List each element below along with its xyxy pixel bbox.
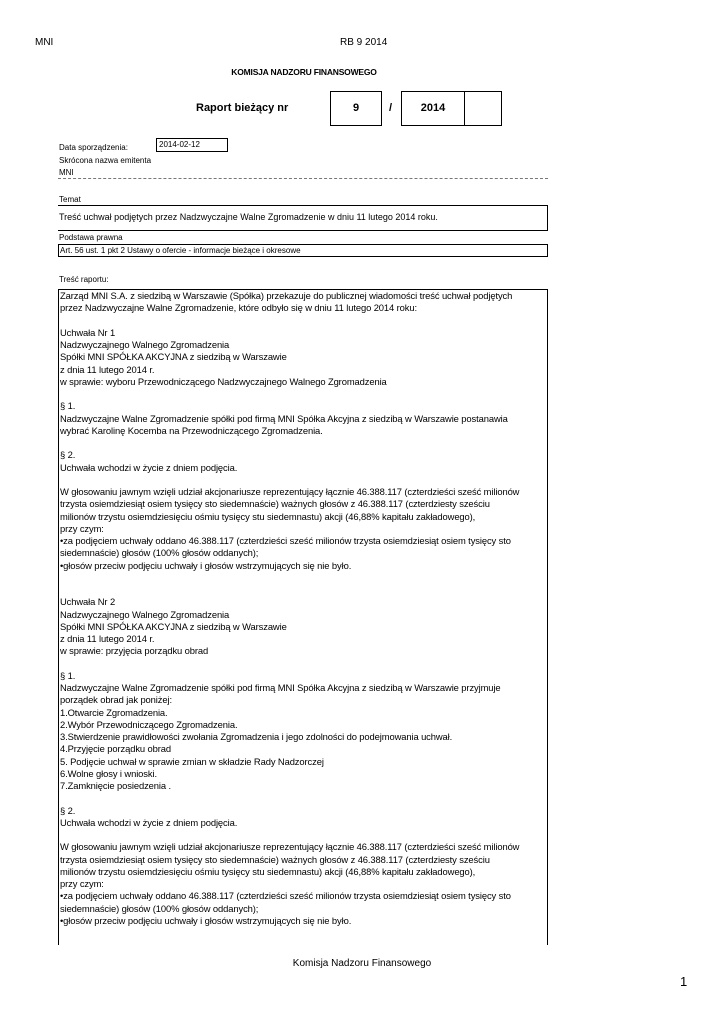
- content-line: W głosowaniu jawnym wzięli udział akcjonariusze reprezentujący łącznie 46.388.117 (czterdzieści sześć milionów: [60, 486, 520, 497]
- content-line: § 1.: [60, 400, 76, 412]
- content-line: § 2.: [60, 804, 76, 816]
- content-line: Spółki MNI SPÓŁKA AKCYJNA z siedzibą w Warszawie: [60, 351, 287, 363]
- content-line: trzysta osiemdziesiąt osiem tysięcy sto siedemnaście) ważnych głosów z 46.388.117 (czterdziesty sześciu: [60, 853, 490, 865]
- report-content: [58, 289, 548, 945]
- report-year: 2014: [420, 102, 446, 114]
- content-line: z dnia 11 lutego 2014 r.: [60, 633, 155, 644]
- content-line: wybrać Karolinę Kocemba na Przewodniczącego Zgromadzenia.: [60, 424, 323, 436]
- header-center: RB 9 2014: [340, 37, 388, 48]
- subject-label: Temat: [59, 195, 81, 204]
- content-line: trzysta osiemdziesiąt osiem tysięcy sto siedemnaście) ważnych głosów z 46.388.117 (czterdziesty sześciu: [60, 498, 490, 510]
- content-line: Nadzwyczajnego Walnego Zgromadzenia: [60, 608, 230, 620]
- date-box: [156, 138, 228, 152]
- commission-title: KOMISJA NADZORU FINANSOWEGO: [231, 67, 377, 77]
- content-line: w sprawie: wyboru Przewodniczącego Nadzwyczajnego Walnego Zgromadzenia: [60, 375, 387, 387]
- issuer-value: MNI: [59, 168, 74, 177]
- content-line: [60, 388, 547, 400]
- content-line: z dnia 11 lutego 2014 r.: [60, 363, 155, 375]
- content-line: Nadzwyczajne Walne Zgromadzenie spółki pod firmą MNI Spółka Akcyjna z siedzibą w Warszawie postanawia: [60, 412, 508, 424]
- report-extra-box: [464, 91, 502, 126]
- content-line: Uchwała Nr 1: [60, 326, 116, 338]
- content-line: [60, 829, 547, 841]
- report-label: Raport bieżący nr: [196, 102, 289, 114]
- report-year-box: [401, 91, 465, 126]
- issuer-divider: [58, 178, 548, 179]
- report-number: 9: [352, 102, 360, 114]
- content-line: Uchwała wchodzi w życie z dniem podjęcia.: [60, 461, 238, 473]
- page-number: 1: [680, 974, 688, 989]
- legal-value: Art. 56 ust. 1 pkt 2 Ustawy o ofercie - informacje bieżące i okresowe: [60, 246, 301, 255]
- issuer-label: Skrócona nazwa emitenta: [59, 156, 152, 165]
- content-line: •za podjęciem uchwały oddano 46.388.117 (czterdzieści sześć milionów trzysta osiemdziesiąt osiem tysięcy sto: [60, 535, 511, 546]
- content-line: milionów trzystu osiemdziesięciu ośmiu tysięcy stu siedemnastu) akcji (46,88% kapitału zakładowego),: [60, 510, 476, 522]
- content-line: [60, 584, 547, 596]
- content-line: przy czym:: [60, 522, 104, 534]
- content-line: siedemnaście) głosów (100% głosów oddanych);: [60, 902, 259, 914]
- content-line: [60, 474, 547, 486]
- content-line: 1.Otwarcie Zgromadzenia.: [60, 706, 168, 718]
- content-line: Zarząd MNI S.A. z siedzibą w Warszawie (Spółka) przekazuje do publicznej wiadomości treść uchwał podjętych: [60, 290, 513, 301]
- content-line: W głosowaniu jawnym wzięli udział akcjonariusze reprezentujący łącznie 46.388.117 (czterdzieści sześć milionów: [60, 841, 520, 853]
- content-line: [60, 658, 547, 670]
- content-line: w sprawie: przyjęcia porządku obrad: [60, 645, 209, 657]
- content-line: Uchwała wchodzi w życie z dniem podjęcia.: [60, 816, 238, 828]
- content-line: przy czym:: [60, 878, 104, 889]
- content-line: przez Nadzwyczajne Walne Zgromadzenie, które odbyło się w dniu 11 lutego 2014 roku:: [60, 302, 417, 314]
- legal-label: Podstawa prawna: [59, 233, 123, 242]
- content-line: [60, 437, 547, 449]
- content-line: porządek obrad jak poniżej:: [60, 694, 172, 706]
- date-label: Data sporządzenia:: [59, 143, 128, 152]
- content-line: Nadzwyczajnego Walnego Zgromadzenia: [60, 339, 230, 350]
- header-left: MNI: [35, 37, 54, 48]
- content-line: Nadzwyczajne Walne Zgromadzenie spółki pod firmą MNI Spółka Akcyjna z siedzibą w Warszawie przyjmuje: [60, 682, 501, 693]
- report-number-box: [330, 91, 382, 126]
- content-line: § 1.: [60, 669, 76, 681]
- content-line: § 2.: [60, 449, 76, 461]
- legal-box: [58, 244, 548, 257]
- content-line: 3.Stwierdzenie prawidłowości zwołania Zgromadzenia i jego zdolności do podejmowania uchwał.: [60, 731, 453, 742]
- date-value: 2014-02-12: [159, 140, 200, 149]
- content-line: Uchwała Nr 2: [60, 596, 116, 608]
- subject-value: Treść uchwał podjętych przez Nadzwyczajne Walne Zgromadzenie w dniu 11 lutego 2014 roku.: [59, 212, 438, 222]
- content-line: Spółki MNI SPÓŁKA AKCYJNA z siedzibą w Warszawie: [60, 620, 287, 632]
- content-line: 6.Wolne głosy i wnioski.: [60, 767, 157, 779]
- content-line: [60, 315, 547, 327]
- footer: Komisja Nadzoru Finansowego: [292, 958, 432, 969]
- content-line: [60, 572, 547, 584]
- content-line: 2.Wybór Przewodniczącego Zgromadzenia.: [60, 718, 238, 730]
- content-label: Treść raportu:: [59, 275, 109, 284]
- content-line: 7.Zamknięcie posiedzenia .: [60, 780, 172, 791]
- content-line: •głosów przeciw podjęciu uchwały i głosów wstrzymujących się nie było.: [60, 559, 352, 571]
- content-line: milionów trzystu osiemdziesięciu ośmiu tysięcy stu siedemnastu) akcji (46,88% kapitału zakładowego),: [60, 865, 476, 877]
- content-line: •głosów przeciw podjęciu uchwały i głosów wstrzymujących się nie było.: [60, 914, 352, 926]
- content-line: •za podjęciem uchwały oddano 46.388.117 (czterdzieści sześć milionów trzysta osiemdziesiąt osiem tysięcy sto: [60, 890, 511, 902]
- report-slash: /: [389, 102, 393, 114]
- content-line: siedemnaście) głosów (100% głosów oddanych);: [60, 547, 259, 559]
- content-line: 4.Przyjęcie porządku obrad: [60, 743, 172, 755]
- content-line: [60, 792, 547, 804]
- content-line: 5. Podjęcie uchwał w sprawie zmian w składzie Rady Nadzorczej: [60, 755, 324, 767]
